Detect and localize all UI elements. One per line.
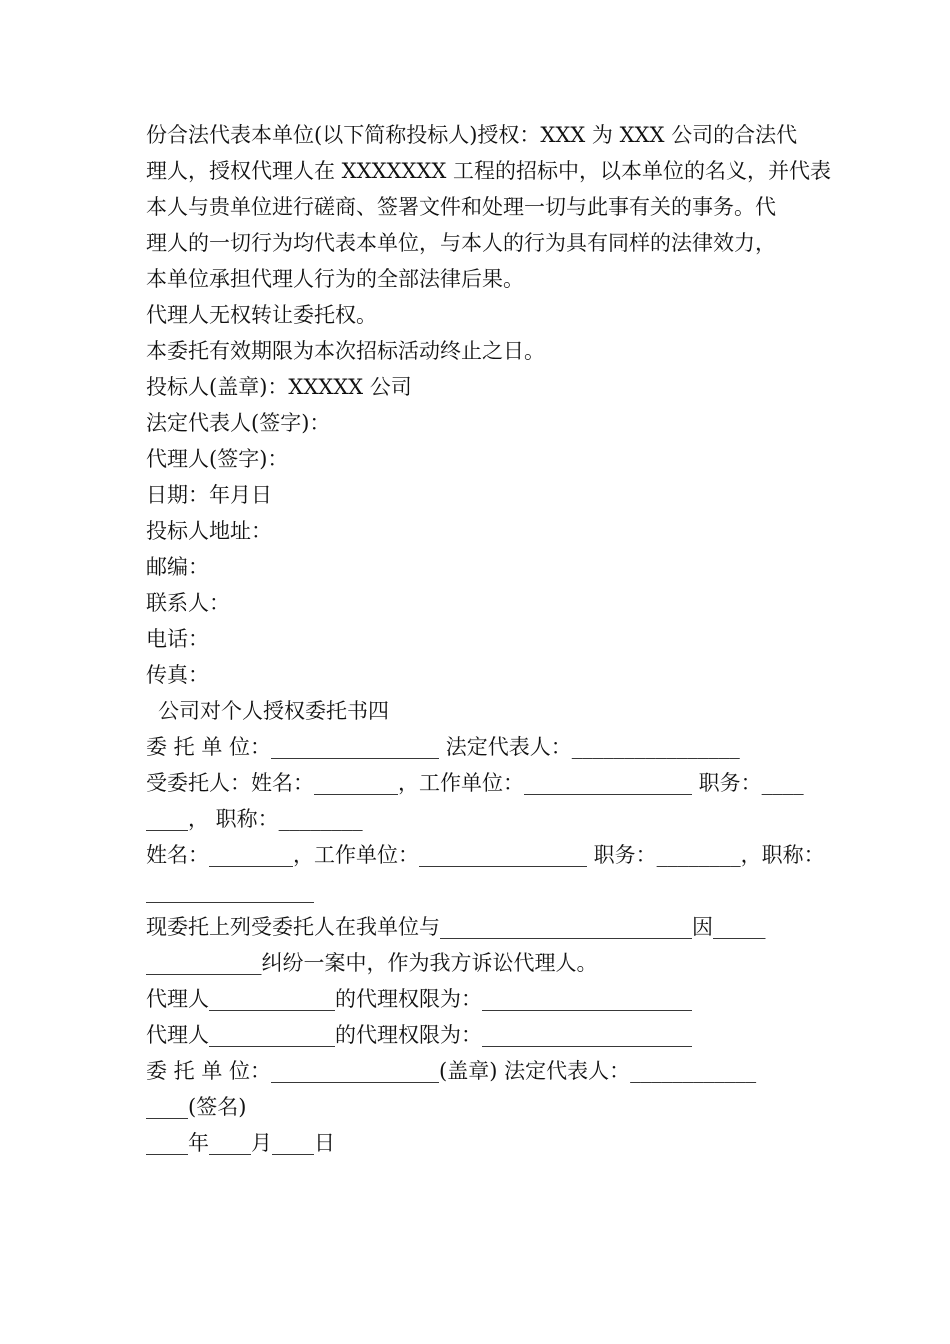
form-line: ____(签名) xyxy=(146,1095,247,1119)
agent-signature-line: 代理人(签字)： xyxy=(146,447,289,471)
postcode-line: 邮编： xyxy=(146,555,209,579)
form-line: 代理人____________的代理权限为：____________________ xyxy=(146,987,692,1011)
body-line: 本人与贵单位进行磋商、签署文件和处理一切与此事有关的事务。代 xyxy=(146,195,776,219)
bidder-seal-line: 投标人(盖章)：XXXXX 公司 xyxy=(146,375,412,399)
form-line: 代理人____________的代理权限为：____________________ xyxy=(146,1023,692,1047)
date-line: 日期：年月日 xyxy=(146,483,272,507)
body-line: 份合法代表本单位(以下简称投标人)授权：XXX 为 XXX 公司的合法代 xyxy=(146,123,798,147)
body-line: 理人，授权代理人在 XXXXXXX 工程的招标中，以本单位的名义，并代表 xyxy=(146,159,831,183)
form-line: 受委托人：姓名：________，工作单位：________________ 职务：____ xyxy=(146,771,804,795)
legal-rep-signature-line: 法定代表人(签字)： xyxy=(146,411,331,435)
form-line: 现委托上列受委托人在我单位与________________________因_____ xyxy=(146,915,766,939)
form-line: 姓名：________，工作单位：________________ 职务：________，职称： xyxy=(146,843,825,867)
body-line: 理人的一切行为均代表本单位，与本人的行为具有同样的法律效力， xyxy=(146,231,776,255)
form-line: ____， 职称：________ xyxy=(146,807,363,831)
form-line: 委 托 单 位：________________(盖章) 法定代表人：____________ xyxy=(146,1059,757,1083)
form-line: ___________纠纷一案中，作为我方诉讼代理人。 xyxy=(146,951,598,975)
body-line: 本单位承担代理人行为的全部法律后果。 xyxy=(146,267,524,291)
section-title: 公司对个人授权委托书四 xyxy=(158,699,389,723)
document-page xyxy=(146,117,831,1161)
bidder-address-line: 投标人地址： xyxy=(146,519,272,543)
body-line: 代理人无权转让委托权。 xyxy=(146,303,377,327)
fax-line: 传真： xyxy=(146,663,209,687)
contact-line: 联系人： xyxy=(146,591,230,615)
body-line: 本委托有效期限为本次招标活动终止之日。 xyxy=(146,339,545,363)
phone-line: 电话： xyxy=(146,627,209,651)
form-line: 委 托 单 位：________________ 法定代表人：________________ xyxy=(146,735,740,759)
form-line: ________________ xyxy=(146,879,314,903)
date-signature-line: ____年____月____日 xyxy=(146,1131,335,1155)
